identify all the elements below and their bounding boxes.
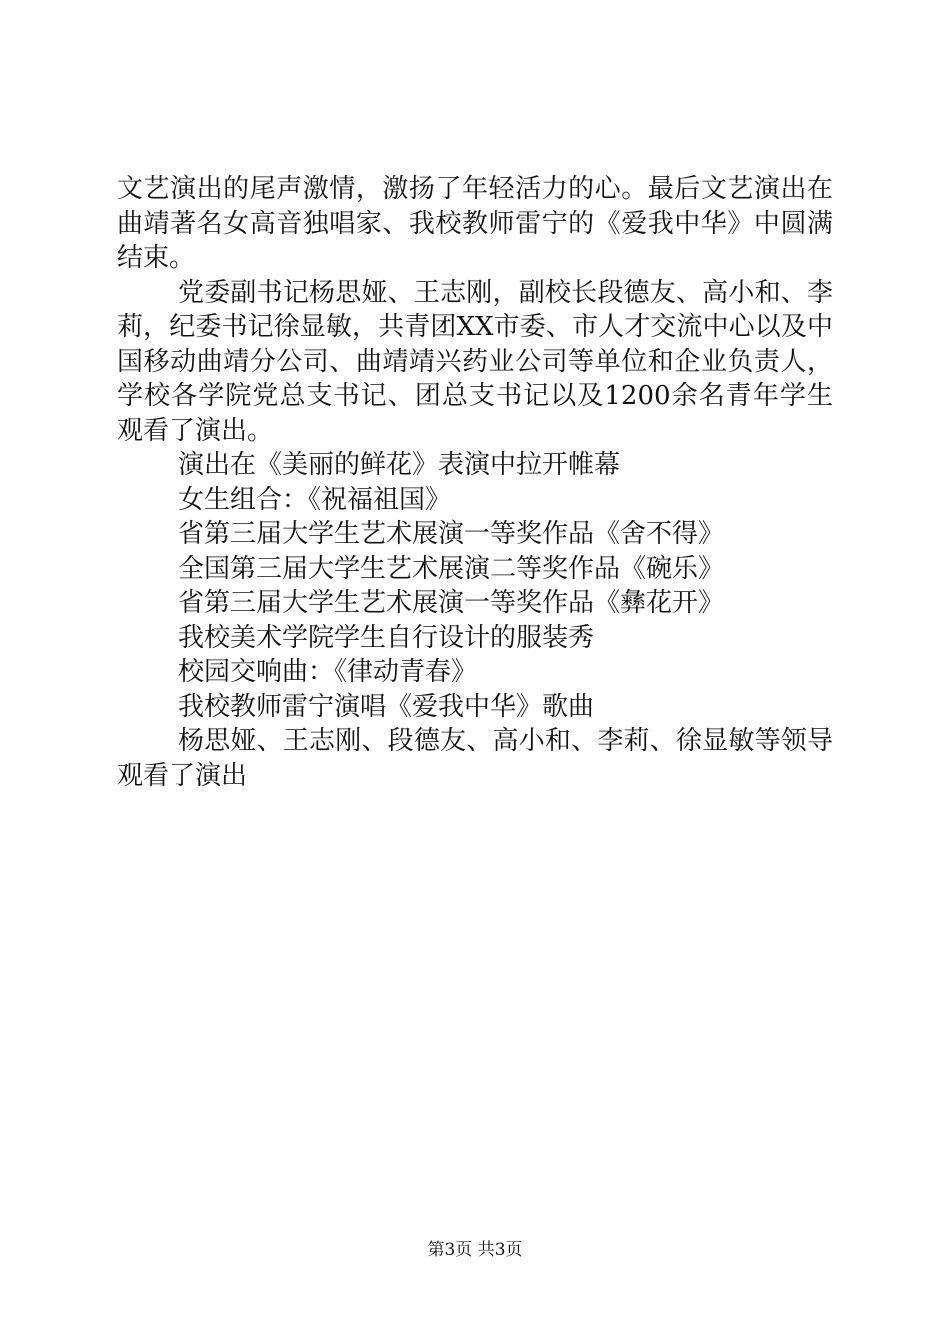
- caption-national-second-prize: 全国第三届大学生艺术展演二等奖作品《碗乐》: [178, 553, 725, 584]
- caption-fashion-show: 我校美术学院学生自行设计的服装秀: [178, 622, 595, 653]
- caption-provincial-first-prize-1: 省第三届大学生艺术展演一等奖作品《舍不得》: [178, 519, 725, 549]
- caption-teacher-song: 我校教师雷宁演唱《爱我中华》歌曲: [178, 691, 595, 722]
- caption-symphony: 校园交响曲：《律动青春》: [178, 657, 478, 687]
- page-number-footer: 第3页 共3页: [427, 1240, 523, 1260]
- caption-girls-group: 女生组合：《祝福祖国》: [178, 484, 452, 515]
- paragraph-attendees: 党委副书记杨思娅、王志刚，副校长段德友、高小和、李莉，纪委书记徐显敏，共青团XX市委、市人才交流中心以及中国移动曲靖分公司、曲靖靖兴药业公司等单位和企业负责人，学校各学院党总支书记、团总支书记以及1200余名青年学生观看了演出。: [117, 277, 833, 446]
- caption-opening: 演出在《美丽的鲜花》表演中拉开帷幕: [178, 450, 621, 480]
- paragraph-leaders-watched: 杨思娅、王志刚、段德友、高小和、李莉、徐显敏等领导观看了演出: [117, 726, 833, 791]
- caption-provincial-first-prize-2: 省第三届大学生艺术展演一等奖作品《彝花开》: [178, 588, 725, 618]
- document-body: [117, 172, 833, 793]
- paragraph-performance-finale: 文艺演出的尾声激情，激扬了年轻活力的心。最后文艺演出在曲靖著名女高音独唱家、我校教师雷宁的《爱我中华》中圆满结束。: [117, 174, 833, 273]
